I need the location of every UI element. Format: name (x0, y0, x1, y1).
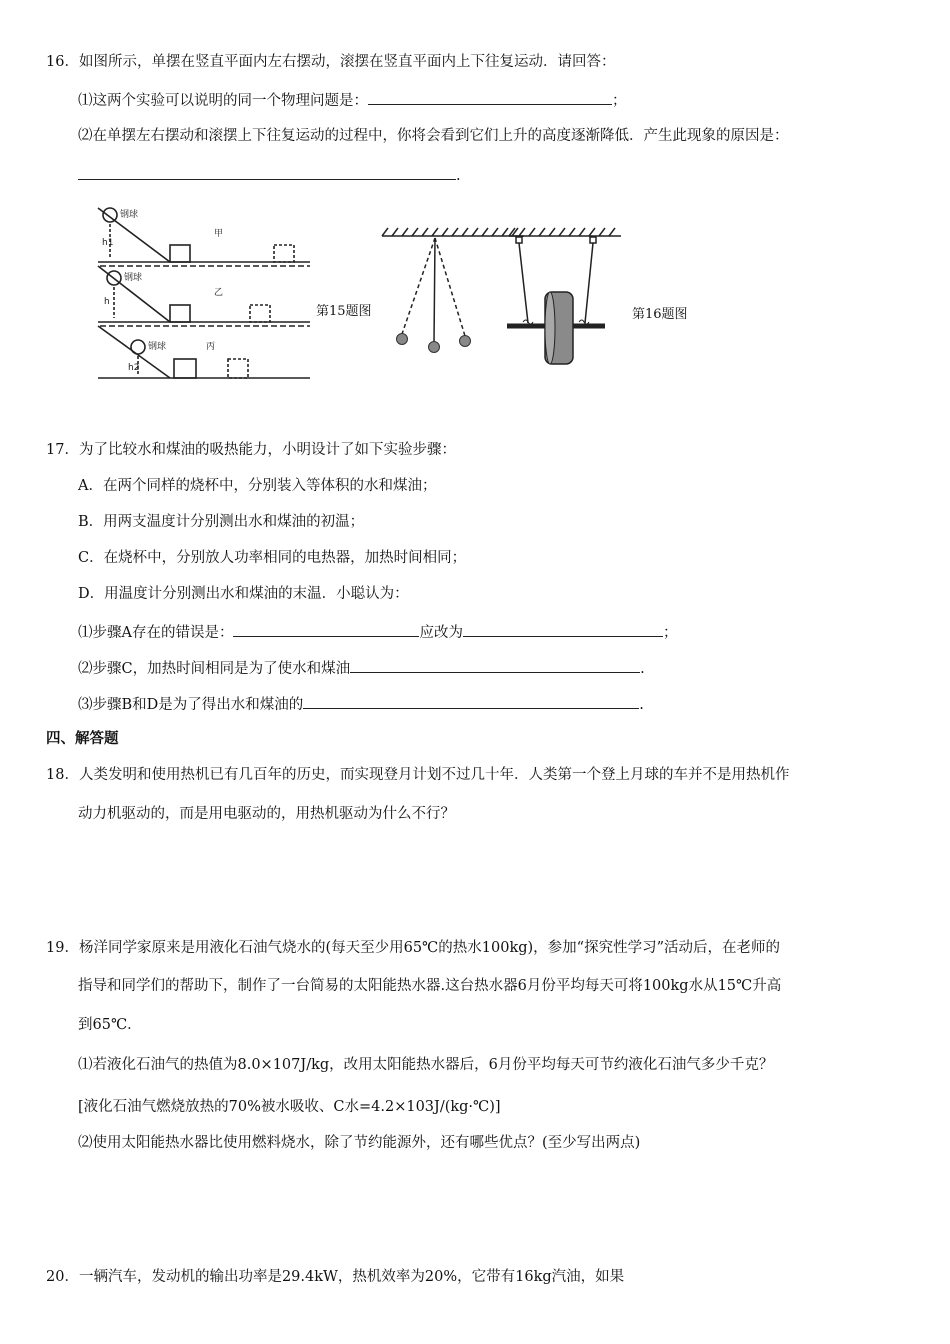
figure-15-caption: 第15题图 (316, 304, 372, 319)
q17-step-b: B．用两支温度计分别测出水和煤油的初温； (78, 514, 365, 530)
q19-part2: ⑵使用太阳能热水器比使用燃料烧水，除了节约能源外，还有哪些优点？(至少写出两点) (78, 1135, 641, 1151)
q19-line3: 到65℃． (78, 1017, 142, 1033)
figure-16-maxwell-wheel (505, 226, 625, 368)
q17-step-c: C．在烧杯中，分别放人功率相同的电热器，加热时间相同； (78, 550, 467, 566)
q17-part1-blank-error[interactable] (233, 621, 419, 637)
q17-part1-end: ； (662, 625, 678, 641)
fig15-label-bing: 丙 (206, 342, 216, 352)
section-heading: 四、解答题 (46, 730, 119, 747)
q17-stem: 17．为了比较水和煤油的吸热能力，小明设计了如下实验步骤： (46, 442, 456, 458)
q20-line1: 20．一辆汽车，发动机的输出功率是29.4kW，热机效率为20%，它带有16kg汽油，如果 (46, 1269, 625, 1285)
q17-part1-mid: 应改为 (419, 625, 463, 641)
q19-line2: 指导和同学们的帮助下，制作了一台简易的太阳能热水器.这台热水器6月份平均每天可将100kg水从15℃升高 (78, 978, 782, 994)
q17-part1-text: ⑴步骤A存在的错误是： (78, 625, 234, 641)
q17-part3-text: ⑶步骤B和D是为了得出水和煤油的 (78, 697, 304, 713)
q16-part2-end: . (456, 168, 461, 184)
q17-part3-end: . (639, 697, 644, 713)
q19-part1-note: [液化石油气燃烧放热的70%被水吸收、C水=4.2×103J/(kg·℃)] (78, 1099, 501, 1115)
fig15-ball-label-b: 钢球 (124, 273, 143, 283)
fig15-label-jia: 甲 (214, 229, 224, 239)
fig15-ball-label-a: 钢球 (120, 210, 139, 220)
fig15-h: h (104, 297, 110, 307)
q16-stem: 16．如图所示，单摆在竖直平面内左右摆动，滚摆在竖直平面内上下往复运动．请回答： (46, 54, 616, 70)
q17-part2 (78, 657, 645, 679)
figure-16-caption: 第16题图 (632, 307, 688, 322)
q17-step-a: A．在两个同样的烧杯中，分别装入等体积的水和煤油； (78, 478, 437, 494)
q16-part1 (78, 89, 627, 111)
q17-part3-blank[interactable] (303, 693, 639, 709)
q17-part2-end: . (640, 661, 645, 677)
q16-part2-answer (78, 164, 461, 186)
fig15-label-yi: 乙 (214, 288, 224, 298)
q19-line1: 19．杨洋同学家原来是用液化石油气烧水的(每天至少用65℃的热水100kg)，参加“探究性学习”活动后，在老师的 (46, 940, 781, 956)
q19-part1: ⑴若液化石油气的热值为8.0×107J/kg，改用太阳能热水器后，6月份平均每天可节约液化石油气多少千克？ (78, 1057, 774, 1073)
q16-part1-text: ⑴这两个实验可以说明的同一个物理问题是： (78, 93, 368, 109)
q18-line1: 18．人类发明和使用热机已有几百年的历史，而实现登月计划不过几十年．人类第一个登上月球的车并不是用热机作 (46, 767, 790, 783)
q17-part2-blank[interactable] (350, 657, 640, 673)
q18-line2: 动力机驱动的，而是用电驱动的，用热机驱动为什么不行？ (78, 806, 455, 822)
fig15-ball-label-c: 钢球 (148, 342, 167, 352)
figure-15-ramps (90, 198, 312, 386)
q16-part1-end: ； (612, 93, 627, 109)
q17-part1-blank-fix[interactable] (463, 621, 663, 637)
fig15-h1: h1 (102, 238, 114, 248)
q17-part3 (78, 693, 644, 715)
q16-part1-blank[interactable] (368, 89, 612, 105)
q17-part1 (78, 621, 677, 643)
q16-part2-blank[interactable] (78, 164, 456, 180)
q16-part2: ⑵在单摆左右摆动和滚摆上下往复运动的过程中，你将会看到它们上升的高度逐渐降低．产生此现象的原因是： (78, 128, 789, 144)
q17-step-d: D．用温度计分别测出水和煤油的末温．小聪认为： (78, 586, 409, 602)
fig15-h2: h2 (128, 363, 140, 373)
q17-part2-text: ⑵步骤C，加热时间相同是为了使水和煤油 (78, 661, 351, 677)
